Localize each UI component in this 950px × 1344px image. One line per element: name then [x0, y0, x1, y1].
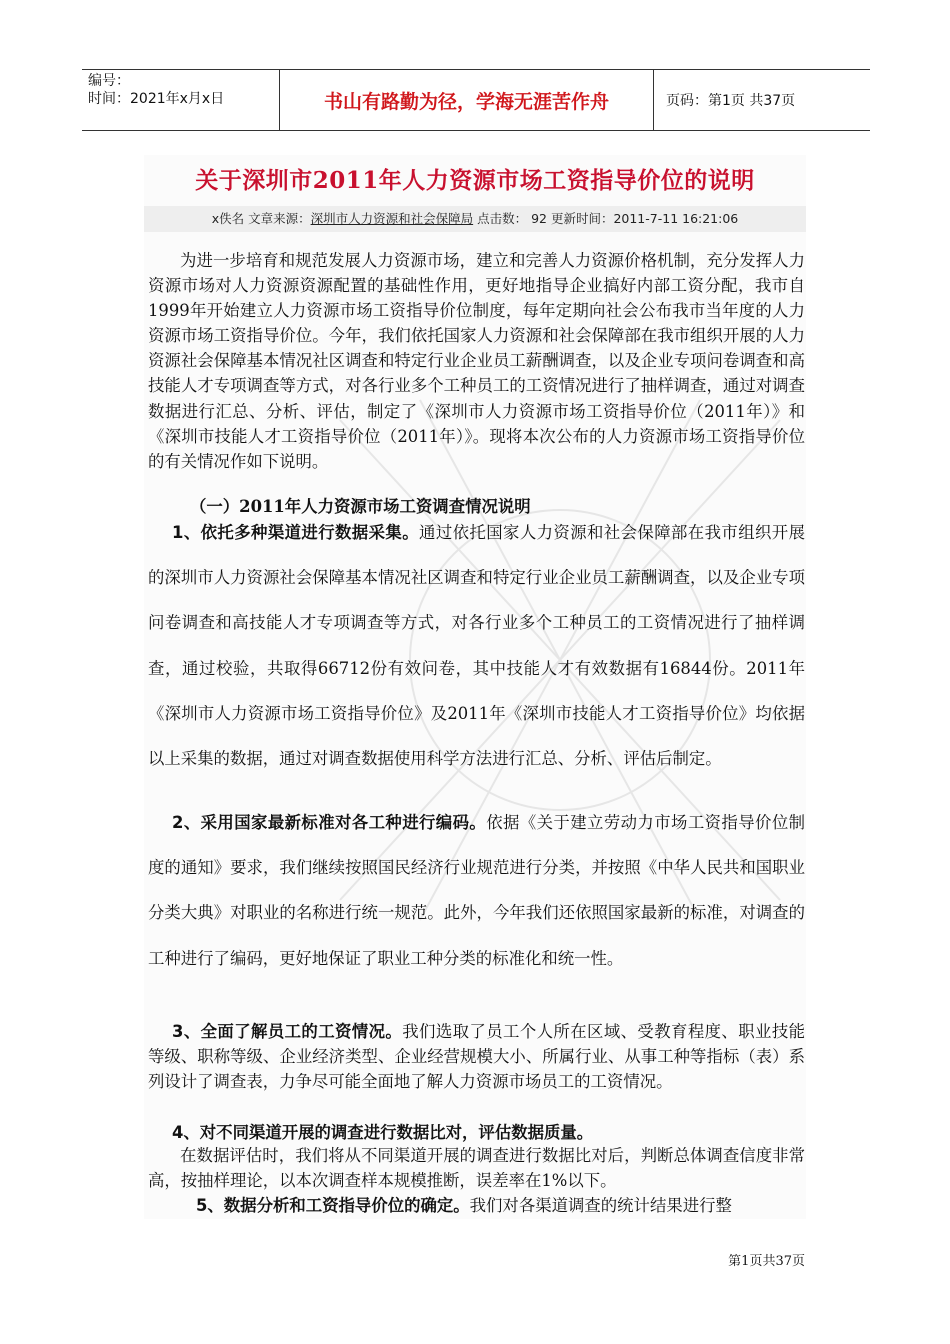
header-info-cell — [82, 70, 280, 130]
meta-clicks-time: 点击数： 92 更新时间：2011-7-11 16:21:06 — [473, 211, 739, 226]
item-1-body: 通过依托国家人力资源和社会保障部在我市组织开展的深圳市人力资源社会保障基本情况社区调查和特定行业企业员工薪酬调查，以及企业专项问卷调查和高技能人才专项调查等方式，对各行业多个工种员工的工资情况进行了抽样调查，通过校验，共取得66712份有效问卷，其中技能人才有效数据有16844份。2011年《深圳市人力资源市场工资指导价位》及2011年《深圳市技能人才工资指导价位》均依据以上采集的数据，通过对调查数据使用科学方法进行汇总、分析、评估后制定。 — [148, 523, 806, 769]
item-4-body: 在数据评估时，我们将从不同渠道开展的调查进行数据比对后，判断总体调查信度非常高，按抽样理论，以本次调查样本规模推断，误差率在1%以下。 — [148, 1146, 805, 1191]
meta-author: x佚名 文章来源： — [211, 211, 311, 226]
page-footer: 第1页共37页 — [728, 1254, 805, 1269]
intro-text: 为进一步培育和规范发展人力资源市场，建立和完善人力资源价格机制，充分发挥人力资源市场对人力资源资源配置的基础性作用，更好地指导企业搞好内部工资分配，我市自1999年开始建立人力资源市场工资指导价位制度，每年定期向社会公布我市当年度的人力资源市场工资指导价位。今年，我们依托国家人力资源和社会保障部在我市组织开展的人力资源社会保障基本情况社区调查和特定行业企业员工薪酬调查，以及企业专项问卷调查和高技能人才专项调查等方式，对各行业多个工种员工的工资情况进行了抽样调查，通过对调查数据进行汇总、分析、评估，制定了《深圳市人力资源市场工资指导价位（2011年）》和《深圳市技能人才工资指导价位（2011年）》。现将本次公布的人力资源市场工资指导价位的有关情况作如下说明。 — [148, 251, 805, 471]
item-2-body: 依据《关于建立劳动力市场工资指导价位制度的通知》要求，我们继续按照国民经济行业规范进行分类，并按照《中华人民共和国职业分类大典》对职业的名称进行统一规范。此外，今年我们还依照国家最新的标准，对调查的工种进行了编码，更好地保证了职业工种分类的标准化和统一性。 — [148, 813, 806, 968]
intro-paragraph — [148, 248, 805, 474]
item-3-paragraph — [148, 1019, 805, 1094]
time-label: 时间：2021年x月x日 — [88, 91, 225, 107]
item-3-title: 3、全面了解员工的工资情况。 — [172, 1022, 403, 1041]
source-link[interactable]: 深圳市人力资源和社会保障局 — [310, 211, 474, 226]
item-4-body-paragraph — [148, 1143, 805, 1193]
item-4-paragraph — [148, 1120, 805, 1145]
code-label: 编号： — [88, 73, 130, 89]
article-title: 关于深圳市2011年人力资源市场工资指导价位的说明 — [195, 167, 755, 194]
item-5-body: 我们对各渠道调查的统计结果进行整 — [469, 1196, 732, 1215]
item-3-body: 我们选取了员工个人所在区域、受教育程度、职业技能等级、职称等级、企业经济类型、企业经营规模大小、所属行业、从事工种等指标（表）系列设计了调查表，力争尽可能全面地了解人力资源市场员工的工资情况。 — [148, 1022, 806, 1092]
item-2-title: 2、采用国家最新标准对各工种进行编码。 — [172, 813, 487, 832]
item-1-title: 1、依托多种渠道进行数据采集。 — [172, 523, 420, 542]
header-motto: 书山有路勤为径，学海无涯苦作舟 — [280, 70, 654, 130]
item-5-title: 5、数据分析和工资指导价位的确定。 — [196, 1196, 470, 1215]
header-page-info: 页码：第1页 共37页 — [666, 93, 796, 109]
item-4-title: 4、对不同渠道开展的调查进行数据比对，评估数据质量。 — [172, 1123, 594, 1142]
document-header — [82, 69, 870, 131]
item-2-paragraph — [148, 800, 805, 981]
article-meta — [144, 206, 806, 232]
item-1-paragraph — [148, 510, 805, 781]
item-5-paragraph — [148, 1193, 805, 1218]
section-heading: （一）2011年人力资源市场工资调查情况说明 — [190, 497, 531, 516]
